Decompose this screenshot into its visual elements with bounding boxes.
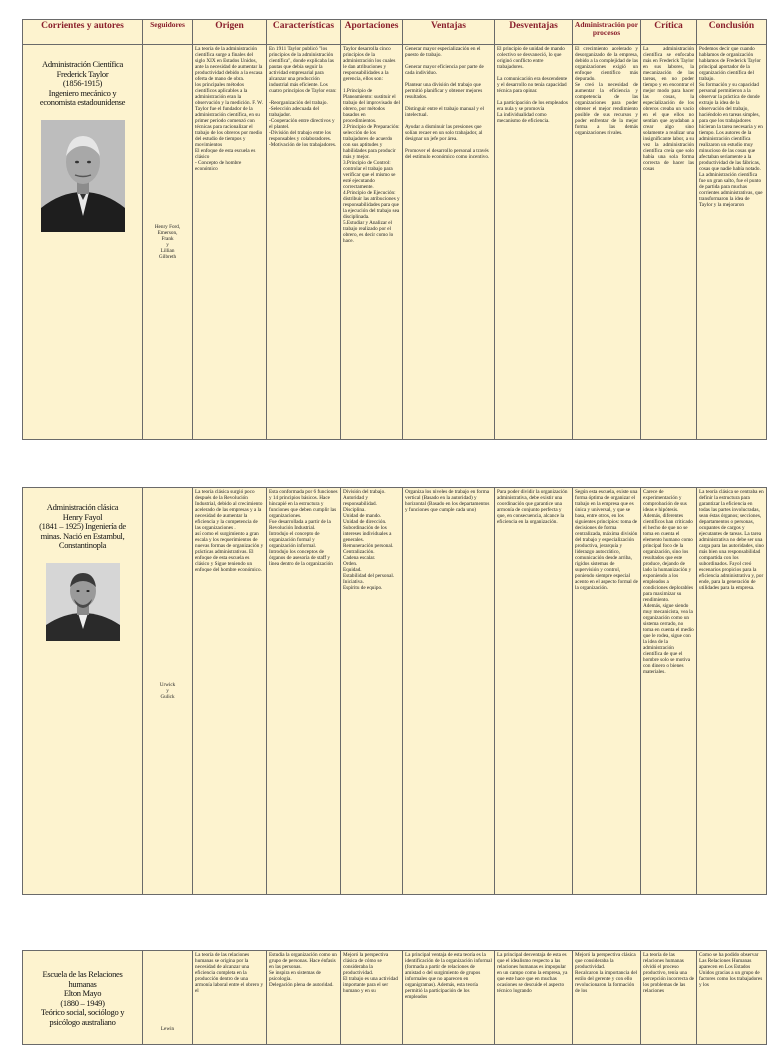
author-title: Escuela de las Relaciones humanas Elton Mayo (1880 – 1949) Teórico social, sociólogo y psicólogo australiano: [40, 969, 125, 1027]
caracteristicas-cell: Estudia la organización como un grupo de personas. Hace énfasis en las personas. Se inspira en sistemas de psicología. Delegación plena de autoridad.: [267, 951, 341, 1045]
seguidores-cell: Urwick y Gulick: [143, 488, 193, 895]
origen-cell: La teoría clásica surgió poco después de la Revolución Industrial, debido al crecimiento acelerado de las empresas y a la necesidad de aumentar la eficiencia y la competencia de las organizaciones . así como el surgimiento a gran escala y los requerimientos de nuevas formas de organización y prácticas administrativas. El enfoque de esta escuela es clásico y Sigue teniendo un enfoque del hombre económico.: [193, 488, 267, 895]
origen-cell: La teoría de la administración científica surge a finales del siglo XIX en Estados Unidos, ante la necesidad de aumentar la productividad debido a la escasa oferta de mano de obra. los principales métodos científicos aplicables a la administración eran la observación y la medición. F. W. Taylor fue el fundador de la administración científica, en su primer periodo comenzó con técnicas para racionalizar el trabajo de los obreros por medio del estudio de tiempos y movimientos El enfoque de esta escuela es clásico - Concepto de hombre económico: [193, 45, 267, 440]
table-administracion-clasica: [22, 487, 767, 895]
table-row: [23, 951, 767, 1045]
seguidores-cell: Lewin: [143, 951, 193, 1045]
header-aportaciones: Aportaciones: [341, 20, 403, 45]
conclusion-cell: Como se ha podido observar Las Relaciones Humanas aparecen en Los Estados Unidos gracias a un grupo de factores como los trabajadores y los: [697, 951, 767, 1045]
fayol-portrait-image: [46, 563, 120, 641]
aportaciones-cell: División del trabajo. Autoridad y responsabilidad. Disciplina. Unidad de mando. Unidad de dirección. Subordinación de los intereses individuales a generales. Remuneración personal. Centralización. Cadena escalar. Orden. Equidad. Estabilidad del personal. Iniciativa. Espíritu de equipo.: [341, 488, 403, 895]
ventajas-cell: Generar mayor especialización en el puesto de trabajo. Generar mayor eficiencia por parte de cada individuo. Plantear una división del trabajo que permitió planificar y obtener mejores resultados. Distinguir entre el trabajo manual y el intelectual. Ayudar a disminuir las presiones que solían recaer en un solo trabajador, al designar un jefe por área. Promover el desarrollo personal a través del estímulo económico como incentivo.: [403, 45, 495, 440]
header-origen: Origen: [193, 20, 267, 45]
aportaciones-cell: Mejoró la perspectiva clásica de cómo se consideraba la productividad. El trabajo es una actividad importante para el ser humano y en su: [341, 951, 403, 1045]
table-relaciones-humanas: [22, 950, 767, 1045]
table-row: [23, 488, 767, 895]
table-administracion-cientifica: [22, 19, 767, 440]
desventajas-cell: La principal desventaja de esta es que el idealismo respecto a las relaciones humanas es impopular en un campo como la empresa, ya que este hace que en muchas ocasiones se descuide el aspecto técnico logrando: [495, 951, 573, 1045]
header-administracion-procesos: Administración por procesos: [573, 20, 641, 45]
header-seguidores: Seguidores: [143, 20, 193, 45]
taylor-portrait-image: [41, 120, 125, 232]
ventajas-cell: La principal ventaja de esta teoría es la identificación de la organización informal (formada a partir de relaciones de amistad o del surgimiento de grupos informales que no aparecen en organigramas). Además, esta teoría permitió la participación de los empleados: [403, 951, 495, 1045]
desventajas-cell: El principio de unidad de mando colectivo se desvaneció, lo que originó conflicto entre trabajadores. La comunicación era descendente y el desarrollo no tenía capacidad técnica para opinar. La participación de los empleados era nula y se promovía La individualidad como mecanismo de eficiencia.: [495, 45, 573, 440]
header-row: [23, 20, 767, 45]
critica-cell: Carece de experimentación y comprobación de sus ideas e hipótesis. Además, diferentes científicos han criticado el hecho de que no se toma en cuenta el elemento humano como principal foco de la organización, sino los resultados que este produce, dejando de lado la humanización y exponiendo a los empleados a condiciones deplorables para maximizar su rendimiento. Además, sigue siendo muy mecanicista, vea la organización como un sistema cerrado, no toma en cuenta el medio que le rodea, sigue con la idea de la administración científica de que el hombre solo se motiva con dinero o bienes materiales.: [641, 488, 697, 895]
header-conclusion: Conclusión: [697, 20, 767, 45]
critica-cell: La administración científica se enfocaba más en Frederick Taylor en sus labores, la mecanización de las tareas, en no poder tiempo y en encontrar el mejor modo para hacer las cosas, la especialización de los obreros creaba un vacío en el que ellos no sentían que ayudaban a crear algo sino solamente a realizar una insignificante labor, a su vez la administración científica creía que solo había una sola forma correcta de hacer las cosas: [641, 45, 697, 440]
critica-cell: La teoría de las relaciones humanas olvidó el proceso productivo, tenía una percepción incorrecta de los problemas de las relaciones: [641, 951, 697, 1045]
origen-cell: La teoría de las relaciones humanas se origina por la necesidad de alcanzar una eficiencia completa en la producción dentro de una armonía laboral entre el obrero y el: [193, 951, 267, 1045]
desventajas-cell: Para poder dividir la organización administrativa, debe existir una coordinación que garantice una armonía de conjunto perfecta y que, en consecuencia, alcance la eficiencia en la organización.: [495, 488, 573, 895]
author-cell: [23, 45, 143, 440]
caracteristicas-cell: Esta conformada por 6 funciones y 14 principios básicos. Hace hincapié en la estructura y funciones que deben cumplir las organizaciones. Fue desarrollada a partir de la Revolución Industrial. Introdujo el concepto de organización formal y organización informal. Introdujo los conceptos de órganos de asesoría de staff y línea dentro de la organización: [267, 488, 341, 895]
caracteristicas-cell: En 1911 Taylor publicó "los principios de la administración científica", donde explicaba las pautas que debía seguir la actividad empresarial para alcanzar una producción industrial más eficiente. Los cuatro principios de Taylor eran: -Reorganización del trabajo. -Selección adecuada del trabajador. -Cooperación entre directivos y el plantel. -División del trabajo entre los responsables y colaboradores. -Motivación de los trabajadores.: [267, 45, 341, 440]
procesos-cell: Mejoró la perspectiva clásica que consideraba la productividad. Recalcaron la importancia del estilo del gerente y con ello revolucionaron la formación de los: [573, 951, 641, 1045]
procesos-cell: Según esta escuela, existe una forma óptima de organizar el trabajo en la empresa que es única y universal, y que se basa, entre otros, en los siguientes principios: toma de decisiones de forma centralizada, máxima división del trabajo y especialización productiva, jerarquía y liderazgo autocrático, comunicación desde arriba, rígidos sistemas de supervisión y control, poniendo siempre especial acento en el aspecto formal de la organización.: [573, 488, 641, 895]
author-cell: [23, 488, 143, 895]
header-corrientes: Corrientes y autores: [23, 20, 143, 45]
header-critica: Crítica: [641, 20, 697, 45]
conclusion-cell: Podemos decir que cuando hablamos de organización hablamos de Frederick Taylor principal aportador de la organización científica del trabajo. Su formación y su capacidad personal permitieron a la observar la práctica de donde extrajo la idea de la observación del trabajo, haciéndolo en tareas simples, para que los trabajadores hicieran la tarea necesaria y en tiempo. Los autores de la administración científica realizaron un estudio muy minucioso de las cosas que afectaban seriamente a la productividad de las fábricas, cosas que nadie había notado. La administración científica fue un gran salto, fue el punto de partida para muchas corrientes administrativas, que transformaron la idea de Taylor y la mejoraron: [697, 45, 767, 440]
header-caracteristicas: Características: [267, 20, 341, 45]
author-cell: [23, 951, 143, 1045]
ventajas-cell: Organiza los niveles de trabajo en forma vertical (Basado en la autoridad) y horizontal (Basado en los departamentos y funciones que cumple cada uno): [403, 488, 495, 895]
seguidores-cell: Henry Ford, Emerson, Frank y Lillian Gilbreth: [143, 45, 193, 440]
header-ventajas: Ventajas: [403, 20, 495, 45]
author-title: Administración clásica Henry Fayol (1841 – 1925) Ingeniería de minas. Nació en Estambul, Constantinopla: [39, 502, 126, 550]
author-title: Administración Científica Frederick Taylor (1856-1915) Ingeniero mecánico y economista estadounidense: [39, 59, 126, 107]
procesos-cell: El crecimiento acelerado y desorganizado de la empresa, debido a la complejidad de las organizaciones exigió un enfoque científico más depurado. Se creó la necesidad de aumentar la eficiencia y competencia de las organizaciones para poder obtener el mejor rendimiento posible de sus recursos y poder enfrentar de la mejor forma a las demás organizaciones rivales.: [573, 45, 641, 440]
aportaciones-cell: Taylor desarrolla cinco principios de la administración los cuales le dan atribuciones y responsabilidades a la gerencia, ellos son: 1.Principio de Planeamiento: sustituir el trabajo del improvisado del obrero, por métodos basados en procedimientos. 2.Principio de Preparación: selección de los trabajadores de acuerdo con sus aptitudes y habilidades para producir más y mejor. 3.Principio de Control: controlar el trabajo para verificar que el mismo se esté ejecutando correctamente. 4.Principio de Ejecución: distribuir las atribuciones y responsabilidades para que la ejecución del trabajo sea disciplinada. 5.Estudiar y Analizar el trabajo realizado por el obrero, es decir como lo hace.: [341, 45, 403, 440]
header-desventajas: Desventajas: [495, 20, 573, 45]
table-row: [23, 45, 767, 440]
conclusion-cell: La teoría clásica se centraba en definir la estructura para garantizar la eficiencia en todas las partes involucradas, sean éstas órganos; secciones, departamentos o personas, ocupantes de cargos y ejecutantes de tareas. La tarea administrativa no debe ser una carga para las autoridades, sino más bien una responsabilidad compartida con los subordinados. Fayol creó escenarios propicios para la eficiencia administrativa y, por ende, para la generación de utilidades para la empresa.: [697, 488, 767, 895]
